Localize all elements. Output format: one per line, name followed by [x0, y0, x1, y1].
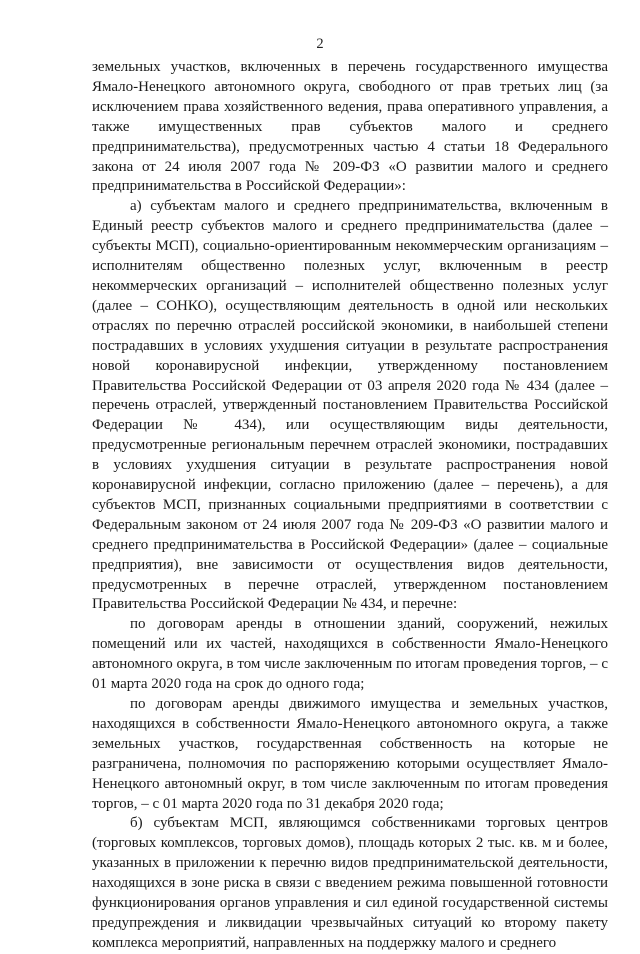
- paragraph-item-b: б) субъектам МСП, являющимся собственниками торговых центров (торговых комплексов, торговых домов), площадь которых 2 тыс. кв. м и более, указанных в приложении к перечню видов предпринимательской деятельности, находящихся в зоне риска в связи с введением режима повышенной готовности функционирования органов управления и сил единой государственной системы предупреждения и ликвидации чрезвычайных ситуаций ко второму пакету комплекса мероприятий, направленных на поддержку малого и среднего: [92, 815, 608, 951]
- paragraph-continuation: земельных участков, включенных в перечень государственного имущества Ямало-Ненецкого автономного округа, свободного от прав третьих лиц (за исключением права хозяйственного ведения, права оперативного управления, а также имущественных прав субъектов малого и среднего предпринимательства), предусмотренных частью 4 статьи 18 Федерального закона от 24 июля 2007 года № 209-ФЗ «О развитии малого и среднего предпринимательства в Российской Федерации»:: [92, 59, 608, 195]
- paragraph-lease-buildings: по договорам аренды в отношении зданий, сооружений, нежилых помещений или их частей, находящихся в собственности Ямало-Ненецкого автономного округа, в том числе заключенным по итогам проведения торгов, – с 01 марта 2020 года на срок до одного года;: [92, 616, 608, 693]
- paragraph-lease-movable-land: по договорам аренды движимого имущества и земельных участков, находящихся в собственности Ямало-Ненецкого автономного округа, а также земельных участков, государственная собственность на которые не разграничена, полномочия по распоряжению которыми осуществляет Ямало-Ненецкого автономный округ, в том числе заключенным по итогам проведения торгов, – с 01 марта 2020 года по 31 декабря 2020 года;: [92, 696, 608, 812]
- page-number: 2: [316, 36, 324, 52]
- paragraph-item-a: а) субъектам малого и среднего предпринимательства, включенным в Единый реестр субъектов малого и среднего предпринимательства (далее – субъекты МСП), социально-ориентированным некоммерческим организациям – исполнителям общественно полезных услуг, включенным в реестр некоммерческих организаций – исполнителей общественно полезных услуг (далее – СОНКО), осуществляющим деятельность в одной или нескольких отраслях по перечню отраслей российской экономики, в наибольшей степени пострадавших в условиях ухудшения ситуации в результате распространения новой коронавирусной инфекции, утвержденному постановлением Правительства Российской Федерации от 03 апреля 2020 года № 434 (далее – перечень отраслей, утвержденный постановлением Правительства Российской Федерации № 434), или осуществляющим виды деятельности, предусмотренные региональным перечнем отраслей экономики, пострадавших в условиях ухудшения ситуации в результате распространения новой коронавирусной инфекции, согласно приложению (далее – перечень), а для субъектов МСП, признанных социальными предприятиями в соответствии с Федеральным законом от 24 июля 2007 года № 209-ФЗ «О развитии малого и среднего предпринимательства в Российской Федерации» (далее – социальные предприятия), вне зависимости от осуществления видов деятельности, предусмотренных в перечне отраслей, утвержденном постановлением Правительства Российской Федерации № 434, и перечне:: [92, 198, 608, 613]
- body-text: [92, 58, 608, 954]
